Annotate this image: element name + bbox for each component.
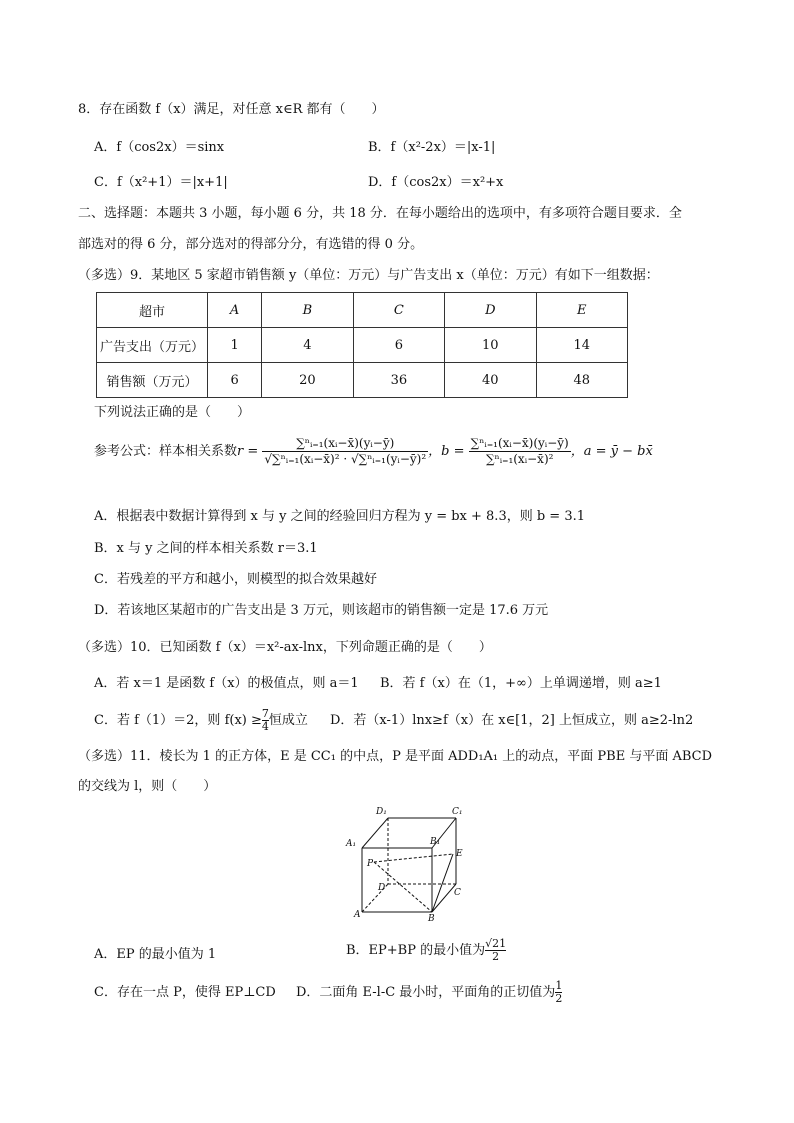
q10-option-c-text: C．若 f（1）＝2，则 f(x) ≥ (94, 713, 262, 728)
vertex-label-a: A (354, 910, 361, 920)
q9-reference-formula (94, 436, 653, 468)
q10-option-c (94, 706, 308, 736)
table-cell: 1 (208, 328, 262, 363)
table-header-cell: E (536, 293, 627, 328)
section2-line1: 二、选择题：本题共 3 小题，每小题 6 分，共 18 分．在每小题给出的选项中，有多项符合题目要求．全 (78, 206, 682, 221)
fraction-denominator: 4 (261, 720, 269, 733)
table-cell: 40 (445, 363, 536, 398)
fraction-denominator: 2 (492, 950, 500, 963)
segment-p-e (374, 854, 453, 862)
table-cell: 4 (262, 328, 353, 363)
table-cell: 广告支出（万元） (97, 328, 208, 363)
table-cell: 销售额（万元） (97, 363, 208, 398)
formula-r-lhs: r = (237, 444, 259, 459)
table-header-cell: B (262, 293, 353, 328)
q11-option-a: A．EP 的最小值为 1 (94, 947, 217, 962)
formula-label: 参考公式：样本相关系数 (94, 444, 238, 459)
fraction-numerator: √21 (485, 937, 507, 950)
q9-data-table (96, 292, 628, 398)
formula-a: ，a = ȳ − bx̄ (570, 444, 653, 459)
q10-option-b: B．若 f（x）在（1，+∞）上单调递增，则 a≥1 (380, 676, 662, 691)
vertex-label-d1: D₁ (376, 807, 387, 817)
q11-option-d-fraction (555, 980, 562, 1005)
table-cell: 10 (445, 328, 536, 363)
formula-r-fraction (262, 436, 428, 467)
fraction-numerator: 7 (261, 707, 269, 720)
formula-b-numerator: ∑ⁿᵢ₌₁(xᵢ−x̄)(yᵢ−ȳ) (470, 436, 569, 450)
edge-b-c (432, 884, 456, 912)
q11-option-c: C．存在一点 P，使得 EP⊥CD (94, 985, 276, 1000)
q11-stem-line1: （多选）11．棱长为 1 的正方体，E 是 CC₁ 的中点，P 是平面 ADD₁A₁ 上的动点，平面 PBE 与平面 ABCD (78, 749, 712, 764)
vertex-label-d: D (378, 883, 386, 893)
q8-stem: 8．存在函数 f（x）满足，对任意 x∈R 都有（ ） (78, 102, 385, 117)
fraction-denominator: 2 (555, 992, 563, 1005)
table-row (97, 363, 628, 398)
vertex-label-c: C (454, 888, 461, 898)
table-cell: 6 (353, 328, 444, 363)
table-header-cell: A (208, 293, 262, 328)
formula-r-denominator: √∑ⁿᵢ₌₁(xᵢ−x̄)² · √∑ⁿᵢ₌₁(yᵢ−ȳ)² (264, 452, 427, 466)
cube-figure (340, 800, 480, 930)
q8-option-b: B．f（x²-2x）＝|x-1| (368, 140, 496, 155)
formula-b-fraction (469, 436, 571, 467)
q9-option-b: B．x 与 y 之间的样本相关系数 r＝3.1 (94, 541, 318, 556)
table-cell: 36 (353, 363, 444, 398)
q11-option-d-text: D．二面角 E-l-C 最小时，平面角的正切值为 (296, 985, 556, 1000)
formula-b-lhs: ，b = (428, 444, 465, 459)
table-header-cell: 超市 (97, 293, 208, 328)
table-cell: 6 (208, 363, 262, 398)
q9-option-c: C．若残差的平方和越小，则模型的拟合效果越好 (94, 572, 377, 587)
q10-option-c-tail: 恒成立 (268, 713, 308, 728)
q10-option-c-fraction (262, 708, 269, 733)
q11-option-b (346, 934, 506, 968)
table-row (97, 328, 628, 363)
vertex-label-c1: C₁ (452, 807, 463, 817)
table-cell: 48 (536, 363, 627, 398)
table-cell: 14 (536, 328, 627, 363)
table-header-cell: D (445, 293, 536, 328)
q11-stem-line2: 的交线为 l，则（ ） (78, 779, 217, 794)
q8-option-d: D．f（cos2x）＝x²+x (368, 175, 504, 190)
vertex-label-b1: B₁ (430, 837, 441, 847)
edge-a1-d1 (362, 818, 388, 848)
q9-option-d: D．若该地区某超市的广告支出是 3 万元，则该超市的销售额一定是 17.6 万元 (94, 603, 549, 618)
formula-b-denominator: ∑ⁿᵢ₌₁(xᵢ−x̄)² (485, 452, 554, 466)
vertex-label-b: B (428, 914, 435, 924)
table-header-cell: C (353, 293, 444, 328)
point-label-p: P (367, 859, 374, 869)
q11-option-b-fraction (485, 938, 506, 963)
q9-prompt: 下列说法正确的是（ ） (94, 405, 251, 420)
vertex-label-a1: A₁ (346, 839, 357, 849)
table-cell: 20 (262, 363, 353, 398)
formula-r-numerator: ∑ⁿᵢ₌₁(xᵢ−x̄)(yᵢ−ȳ) (262, 436, 428, 452)
q8-option-c: C．f（x²+1）＝|x+1| (94, 175, 228, 190)
q8-option-a: A．f（cos2x）＝sinx (94, 140, 225, 155)
q9-stem: （多选）9．某地区 5 家超市销售额 y（单位：万元）与广告支出 x（单位：万元）有如下一组数据： (78, 268, 659, 283)
table-header-row (97, 293, 628, 328)
point-label-e: E (456, 849, 463, 859)
section2-line2: 部选对的得 6 分，部分选对的得部分分，有选错的得 0 分。 (78, 237, 424, 252)
segment-b-e (432, 854, 453, 912)
fraction-numerator: 1 (555, 979, 563, 992)
q10-option-d: D．若（x-1）lnx≥f（x）在 x∈[1，2] 上恒成立，则 a≥2-ln2 (330, 713, 694, 728)
q10-option-a: A．若 x＝1 是函数 f（x）的极值点，则 a＝1 (94, 676, 359, 691)
q10-stem: （多选）10．已知函数 f（x）＝x²-ax-lnx，下列命题正确的是（ ） (78, 640, 492, 655)
q9-option-a: A．根据表中数据计算得到 x 与 y 之间的经验回归方程为 y = bx + 8.3，则 b = 3.1 (94, 509, 585, 524)
q11-option-d (296, 976, 562, 1010)
q11-option-b-text: B．EP+BP 的最小值为 (346, 943, 486, 958)
